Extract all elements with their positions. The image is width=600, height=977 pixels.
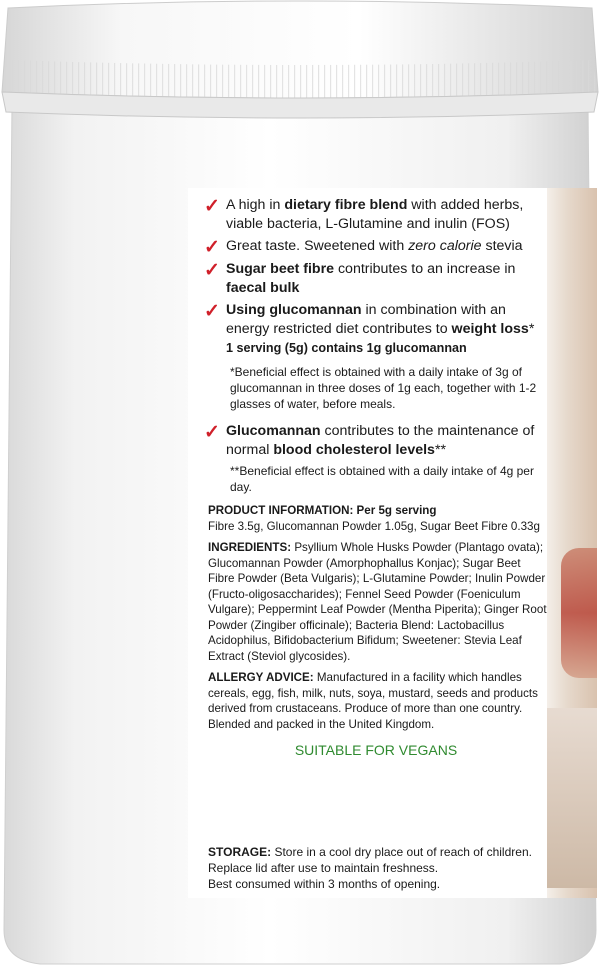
- claim-sugar-beet: ✓ Sugar beet fibre contributes to an increase in faecal bulk: [204, 260, 516, 296]
- lid-ridges: [2, 60, 598, 98]
- footnote-cholesterol: **Beneficial effect is obtained with a daily intake of 4g per day.: [230, 464, 534, 494]
- photo-fade: [547, 708, 597, 888]
- berry-image: [561, 548, 597, 678]
- check-icon: ✓: [204, 260, 220, 281]
- check-icon: ✓: [204, 422, 220, 443]
- label-photo-edge: [547, 188, 597, 898]
- storage-info: STORAGE: Store in a cool dry place out of reach of children. Replace lid after use to maintain freshness. Best consumed within 3 months of opening.: [208, 845, 532, 891]
- claim-taste: ✓ Great taste. Sweetened with zero calorie stevia: [204, 237, 523, 258]
- check-icon: ✓: [204, 237, 220, 258]
- check-icon: ✓: [204, 196, 220, 217]
- claim-cholesterol: ✓ Glucomannan contributes to the maintenance of normal blood cholesterol levels**: [204, 422, 535, 458]
- claim-weight-loss: ✓ Using glucomannan in combination with an energy restricted diet contributes to weight loss* 1 serving (5g) contains 1g glucomannan: [204, 301, 535, 355]
- vegan-badge: SUITABLE FOR VEGANS: [294, 742, 458, 758]
- product-information: PRODUCT INFORMATION: Per 5g serving Fibre 3.5g, Glucomannan Powder 1.05g, Sugar Beet Fibre 0.33g: [208, 504, 540, 533]
- check-icon: ✓: [204, 301, 220, 322]
- ingredients: INGREDIENTS: Psyllium Whole Husks Powder (Plantago ovata); Glucomannan Powder (Amorphophallus Konjac); Sugar Beet Fibre Powder (Beta Vulgaris); L-Glutamine Powder; Inulin Powder (Fructo-oligosaccharides); Fennel Seed Powder (Foeniculum Vulgare); Peppermint Leaf Powder (Mentha Piperita); Ginger Root Powder (Zingiber officinale); Bacteria Blend: Lactobacillus Acidophilus, Bifidobacterium Bifidum; Sweetener: Stevia Leaf Extract (Steviol glycosides).: [208, 541, 547, 663]
- label-text: [204, 196, 548, 758]
- claim-fibre-blend: ✓ A high in dietary fibre blend with added herbs, viable bacteria, L-Glutamine and inulin (FOS): [204, 196, 524, 232]
- footnote-weight-loss: *Beneficial effect is obtained with a daily intake of 3g of glucomannan in three doses of 1g each, together with 1-2 glasses of water, before meals.: [230, 365, 537, 411]
- allergy-advice: ALLERGY ADVICE: Manufactured in a facility which handles cereals, egg, fish, milk, nuts, soya, mustard, seeds and products derived from crustaceans. Produce of more than one country. Blended and packed in the United Kingdom.: [208, 671, 538, 731]
